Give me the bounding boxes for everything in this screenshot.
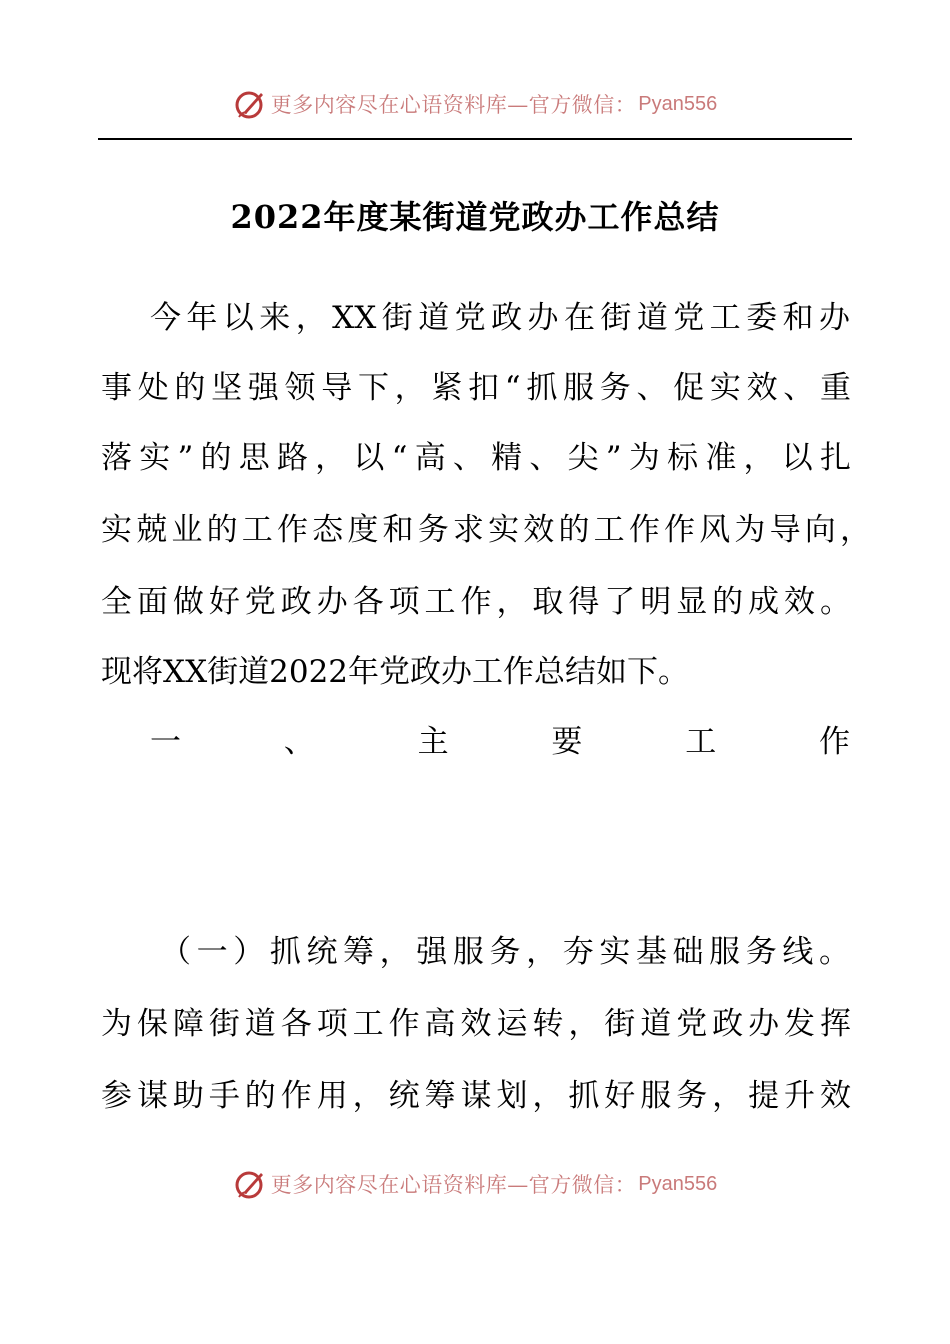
banner-wechat-id: Pyan556 xyxy=(638,92,718,115)
body-line: 全面做好党政办各项工作，取得了明显的成效。 xyxy=(101,584,851,620)
footer-banner xyxy=(0,1162,950,1206)
body-line: 落实”的思路，以“高、精、尖”为标准，以扎 xyxy=(101,440,851,476)
body-line: 实兢业的工作态度和务求实效的工作作风为导向， xyxy=(101,512,871,548)
banner-text: 更多内容尽在心语资料库—官方微信： xyxy=(270,93,637,117)
body-line: 今年以来，XX街道党政办在街道党工委和办 xyxy=(150,300,850,336)
body-line: 现将XX街道2022年党政办工作总结如下。 xyxy=(101,654,690,690)
section-heading: 一、主要工作 xyxy=(150,724,850,760)
body-line: 为保障街道各项工作高效运转，街道党政办发挥 xyxy=(101,1006,851,1042)
subsection-heading: （一）抓统筹，强服务，夯实基础服务线。 xyxy=(160,934,850,970)
banner-wechat-id: Pyan556 xyxy=(638,1172,718,1195)
body-line: 事处的坚强领导下，紧扣“抓服务、促实效、重 xyxy=(101,370,851,406)
header-banner xyxy=(0,82,950,126)
banner-text: 更多内容尽在心语资料库—官方微信： xyxy=(270,1173,637,1197)
quill-logo-icon xyxy=(233,87,267,121)
quill-logo-icon xyxy=(233,1167,267,1201)
header-rule xyxy=(98,138,852,140)
body-line: 参谋助手的作用，统筹谋划，抓好服务，提升效 xyxy=(101,1078,851,1114)
document-title: 2022年度某街道党政办工作总结 xyxy=(230,198,720,236)
